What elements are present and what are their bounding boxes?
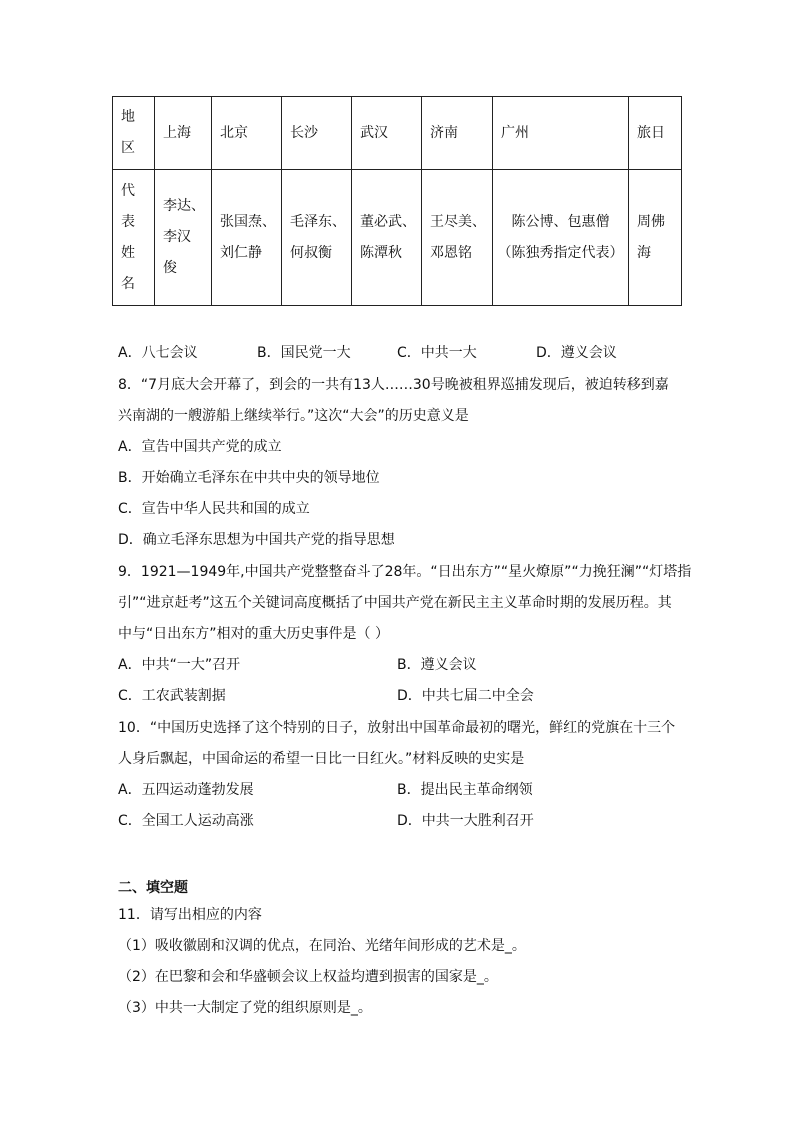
q10-option-b[interactable]: B．提出民主革命纲领 — [397, 782, 533, 798]
table-cell: 旅日 — [629, 97, 682, 170]
q9-option-d[interactable]: D．中共七届二中全会 — [397, 688, 534, 704]
q10-option-d[interactable]: D．中共一大胜利召开 — [397, 813, 534, 829]
q8-option-a[interactable]: A．宣告中国共产党的成立 — [118, 439, 282, 455]
table-cell: 李达、 李汉 俊 — [155, 170, 212, 306]
section-title: 二、填空题 — [118, 880, 188, 896]
q8-option-d[interactable]: D．确立毛泽东思想为中国共产党的指导思想 — [118, 532, 395, 548]
q9-stem-line: 9．1921—1949年,中国共产党整整奋斗了28年。“日出东方”“星火燎原”“力挽狂澜”“灯塔指 — [118, 564, 692, 580]
q8-stem-line: 兴南湖的一艘游船上继续举行。”这次“大会”的历史意义是 — [118, 408, 469, 424]
table-cell: 长沙 — [282, 97, 352, 170]
q9-stem-line: 引”“进京赶考”这五个关键词高度概括了中国共产党在新民主主义革命时期的发展历程。其 — [118, 595, 672, 611]
delegates-table — [112, 96, 682, 306]
table-header-cell: 地 区 — [113, 97, 155, 170]
table-cell: 广州 — [493, 97, 629, 170]
q10-stem-line: 10．“中国历史选择了这个特别的日子，放射出中国革命最初的曙光，鲜红的党旗在十三个 — [118, 720, 676, 736]
q10-stem-line: 人身后飘起，中国命运的希望一日比一日红火。”材料反映的史实是 — [118, 751, 525, 767]
table-cell: 毛泽东、 何叔衡 — [282, 170, 352, 306]
table-cell: 王尽美、 邓恩铭 — [422, 170, 493, 306]
q7-option-b[interactable]: B．国民党一大 — [257, 345, 351, 361]
q8-stem-line: 8．“7月底大会开幕了，到会的一共有13人……30号晚被租界巡捕发现后，被迫转移到嘉 — [118, 377, 669, 393]
q11-item: （2）在巴黎和会和华盛顿会议上权益均遭到损害的国家是_。 — [118, 969, 498, 985]
table-cell: 济南 — [422, 97, 493, 170]
q9-option-b[interactable]: B．遵义会议 — [397, 657, 477, 673]
table-row — [113, 170, 682, 306]
q10-option-a[interactable]: A．五四运动蓬勃发展 — [118, 782, 254, 798]
table-cell: 陈公博、包惠僧 （陈独秀指定代表） — [493, 170, 629, 306]
q10-option-c[interactable]: C．全国工人运动高涨 — [118, 813, 254, 829]
q9-option-c[interactable]: C．工农武装割据 — [118, 688, 226, 704]
table-header-cell: 代 表 姓 名 — [113, 170, 155, 306]
q8-option-b[interactable]: B．开始确立毛泽东在中共中央的领导地位 — [118, 470, 380, 486]
table-cell: 董必武、 陈潭秋 — [352, 170, 422, 306]
table-cell: 北京 — [212, 97, 282, 170]
q11-stem: 11．请写出相应的内容 — [118, 907, 262, 923]
q9-stem-line: 中与“日出东方”相对的重大历史事件是（ ） — [118, 626, 389, 642]
q11-item: （3）中共一大制定了党的组织原则是_。 — [118, 1000, 372, 1016]
table-row — [113, 97, 682, 170]
table-cell: 周佛 海 — [629, 170, 682, 306]
table-cell: 上海 — [155, 97, 212, 170]
q7-option-c[interactable]: C．中共一大 — [397, 345, 477, 361]
q11-item: （1）吸收徽剧和汉调的优点，在同治、光绪年间形成的艺术是_。 — [118, 938, 526, 954]
q7-option-d[interactable]: D．遵义会议 — [536, 345, 617, 361]
table-cell: 武汉 — [352, 97, 422, 170]
q9-option-a[interactable]: A．中共“一大”召开 — [118, 657, 241, 673]
q7-option-a[interactable]: A．八七会议 — [118, 345, 198, 361]
q8-option-c[interactable]: C．宣告中华人民共和国的成立 — [118, 501, 310, 517]
table-cell: 张国焘、 刘仁静 — [212, 170, 282, 306]
